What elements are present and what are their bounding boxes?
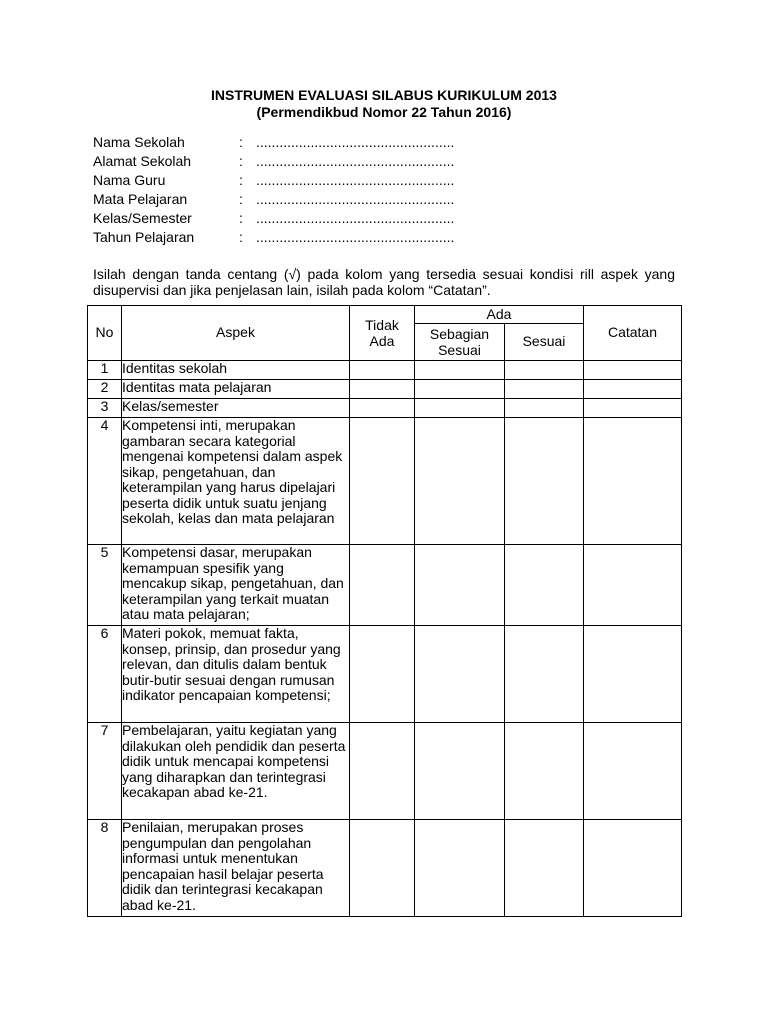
- table-row: [88, 545, 682, 626]
- field-colon: :: [239, 210, 243, 226]
- field-row: [93, 228, 493, 247]
- checkbox-sesuai[interactable]: [505, 399, 584, 418]
- header-tidak-ada: [350, 306, 415, 361]
- header-tidak-ada-label: Tidak Ada: [365, 317, 399, 349]
- field-blank: ...................................................: [256, 191, 455, 207]
- table-row: [88, 380, 682, 399]
- header-sebagian-sesuai: [415, 324, 505, 361]
- row-aspek: Identitas sekolah: [122, 361, 350, 380]
- field-colon: :: [239, 191, 243, 207]
- header-catatan: Catatan: [584, 306, 682, 361]
- checkbox-sebagian-sesuai[interactable]: [415, 361, 505, 380]
- field-label: Mata Pelajaran: [93, 191, 188, 207]
- row-aspek: Penilaian, merupakan proses pengumpulan dan pengolahan informasi untuk menentukan pencapaian hasil belajar peserta didik dan terintegrasi kecakapan abad ke-21.: [122, 820, 350, 917]
- field-blank: ...................................................: [256, 134, 455, 150]
- catatan-cell[interactable]: [584, 361, 682, 380]
- checkbox-sebagian-sesuai[interactable]: [415, 418, 505, 545]
- catatan-cell[interactable]: [584, 626, 682, 723]
- field-label: Tahun Pelajaran: [93, 229, 195, 245]
- table-row: [88, 399, 682, 418]
- identity-fields: [93, 133, 493, 247]
- checkbox-tidak-ada[interactable]: [350, 361, 415, 380]
- header-no: No: [88, 306, 122, 361]
- row-aspek: Kelas/semester: [122, 399, 350, 418]
- checkbox-sesuai[interactable]: [505, 361, 584, 380]
- row-number: 8: [88, 820, 122, 917]
- field-label: Alamat Sekolah: [93, 153, 192, 169]
- checkbox-sebagian-sesuai[interactable]: [415, 723, 505, 820]
- checkbox-sebagian-sesuai[interactable]: [415, 545, 505, 626]
- field-row: [93, 133, 493, 152]
- row-aspek: Materi pokok, memuat fakta, konsep, prinsip, dan prosedur yang relevan, dan ditulis dalam bentuk butir-butir sesuai dengan rumusan indikator pencapaian kompetensi;: [122, 626, 350, 723]
- row-number: 6: [88, 626, 122, 723]
- field-blank: ...................................................: [256, 210, 455, 226]
- row-aspek: Pembelajaran, yaitu kegiatan yang dilakukan oleh pendidik dan peserta didik untuk mencapai kompetensi yang diharapkan dan terintegrasi kecakapan abad ke-21.: [122, 723, 350, 820]
- table-row: [88, 418, 682, 545]
- field-row: [93, 209, 493, 228]
- header-ada: Ada: [415, 306, 584, 324]
- document-subtitle: (Permendikbud Nomor 22 Tahun 2016): [256, 104, 512, 120]
- checkbox-sesuai[interactable]: [505, 418, 584, 545]
- row-aspek: Kompetensi dasar, merupakan kemampuan spesifik yang mencakup sikap, pengetahuan, dan keterampilan yang terkait muatan atau mata pelajaran;: [122, 545, 350, 626]
- catatan-cell[interactable]: [584, 380, 682, 399]
- checkbox-sebagian-sesuai[interactable]: [415, 626, 505, 723]
- catatan-cell[interactable]: [584, 820, 682, 917]
- field-colon: :: [239, 153, 243, 169]
- field-blank: ...................................................: [256, 172, 455, 188]
- table-row: [88, 361, 682, 380]
- field-row: [93, 152, 493, 171]
- row-number: 4: [88, 418, 122, 545]
- checkbox-sesuai[interactable]: [505, 545, 584, 626]
- catatan-cell[interactable]: [584, 399, 682, 418]
- row-number: 2: [88, 380, 122, 399]
- field-label: Nama Sekolah: [93, 134, 185, 150]
- field-colon: :: [239, 229, 243, 245]
- checkbox-tidak-ada[interactable]: [350, 723, 415, 820]
- checkbox-sesuai[interactable]: [505, 626, 584, 723]
- field-label: Kelas/Semester: [93, 210, 192, 226]
- row-aspek: Kompetensi inti, merupakan gambaran secara kategorial mengenai kompetensi dalam aspek sikap, pengetahuan, dan keterampilan yang harus dipelajari peserta didik untuk suatu jenjang sekolah, kelas dan mata pelajaran: [122, 418, 350, 545]
- row-number: 3: [88, 399, 122, 418]
- checkbox-sebagian-sesuai[interactable]: [415, 380, 505, 399]
- checkbox-sesuai[interactable]: [505, 820, 584, 917]
- field-blank: ...................................................: [256, 229, 455, 245]
- header-row: [88, 306, 682, 324]
- header-sebagian-sesuai-label: Sebagian Sesuai: [429, 326, 490, 358]
- table-row: [88, 723, 682, 820]
- checkbox-sebagian-sesuai[interactable]: [415, 820, 505, 917]
- checkbox-tidak-ada[interactable]: [350, 418, 415, 545]
- table-row: [88, 626, 682, 723]
- checkbox-sesuai[interactable]: [505, 380, 584, 399]
- row-number: 7: [88, 723, 122, 820]
- checkbox-tidak-ada[interactable]: [350, 380, 415, 399]
- field-blank: ...................................................: [256, 153, 455, 169]
- header-aspek: Aspek: [122, 306, 350, 361]
- checkbox-tidak-ada[interactable]: [350, 820, 415, 917]
- row-number: 1: [88, 361, 122, 380]
- catatan-cell[interactable]: [584, 418, 682, 545]
- catatan-cell[interactable]: [584, 723, 682, 820]
- field-colon: :: [239, 172, 243, 188]
- field-label: Nama Guru: [93, 172, 166, 188]
- row-aspek: Identitas mata pelajaran: [122, 380, 350, 399]
- field-row: [93, 171, 493, 190]
- checkbox-tidak-ada[interactable]: [350, 545, 415, 626]
- checkbox-tidak-ada[interactable]: [350, 399, 415, 418]
- checkbox-tidak-ada[interactable]: [350, 626, 415, 723]
- catatan-cell[interactable]: [584, 545, 682, 626]
- row-number: 5: [88, 545, 122, 626]
- checkbox-sebagian-sesuai[interactable]: [415, 399, 505, 418]
- instruction-text: Isilah dengan tanda centang (√) pada kolom yang tersedia sesuai kondisi rill aspek yang disupervisi dan jika penjelasan lain, isilah pada kolom “Catatan”.: [93, 266, 675, 298]
- checkbox-sesuai[interactable]: [505, 723, 584, 820]
- evaluation-table: [87, 305, 682, 917]
- header-sesuai: Sesuai: [505, 324, 584, 361]
- document-title: INSTRUMEN EVALUASI SILABUS KURIKULUM 2013: [211, 87, 557, 103]
- table-row: [88, 820, 682, 917]
- field-row: [93, 190, 493, 209]
- field-colon: :: [239, 134, 243, 150]
